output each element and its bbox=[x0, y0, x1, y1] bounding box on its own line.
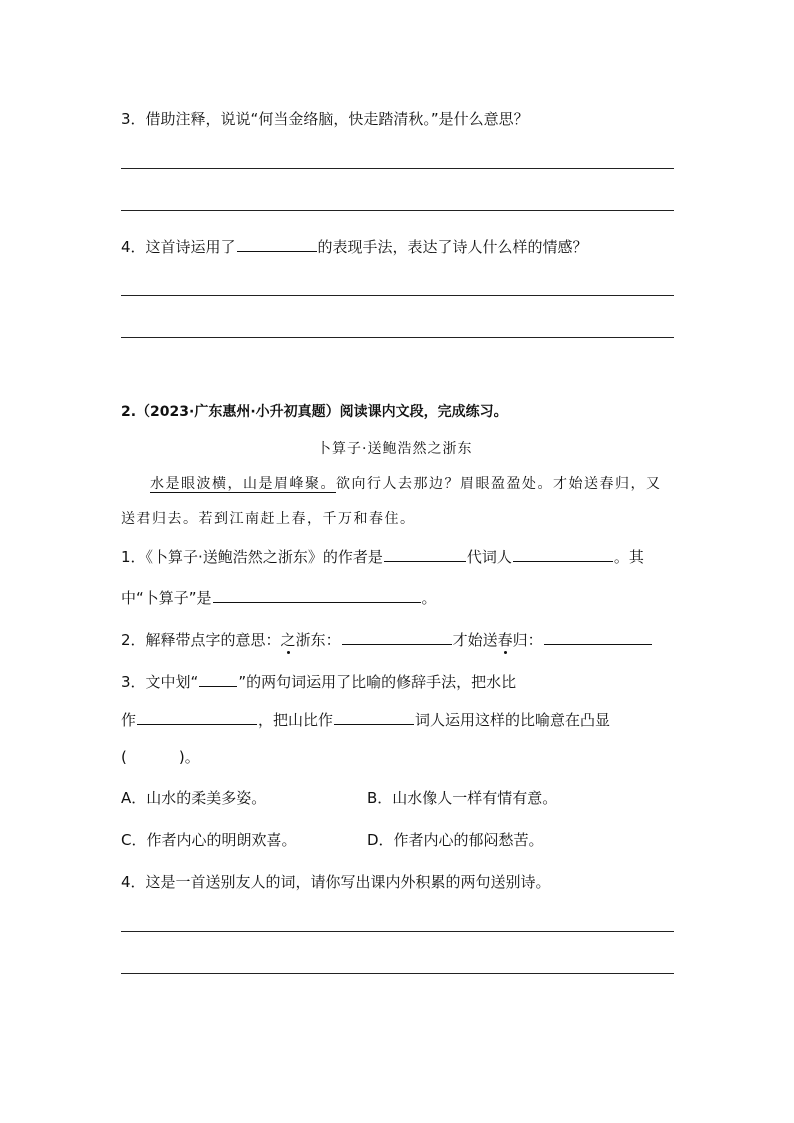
underlined-verse: 水是眼波横，山是眉峰聚。 bbox=[150, 476, 336, 492]
section-2-header: 2.（2023·广东惠州·小升初真题）阅读课内文段，完成练习。 bbox=[121, 404, 508, 420]
option-d[interactable]: D．作者内心的郁闷愁苦。 bbox=[367, 831, 544, 849]
fill-blank[interactable] bbox=[384, 545, 466, 562]
fill-blank[interactable] bbox=[137, 708, 257, 725]
question-3-prev bbox=[121, 108, 529, 129]
fill-blank[interactable] bbox=[213, 586, 421, 603]
fill-blank[interactable] bbox=[513, 545, 613, 562]
fill-blank[interactable] bbox=[342, 628, 452, 645]
question-2: 2．解释带点字的意思：之浙东： 才始送春归： bbox=[121, 628, 653, 650]
answer-line[interactable] bbox=[121, 168, 674, 169]
option-c[interactable]: C．作者内心的明朗欢喜。 bbox=[121, 831, 297, 849]
answer-line[interactable] bbox=[121, 337, 674, 338]
answer-line[interactable] bbox=[121, 210, 674, 211]
fill-blank[interactable] bbox=[237, 235, 317, 252]
answer-bracket[interactable]: ( )。 bbox=[121, 748, 200, 766]
poem-title: 卜算子·送鲍浩然之浙东 bbox=[317, 441, 473, 457]
question-3-prev-text: 3．借助注释，说说“何当金络脑，快走踏清秋。”是什么意思？ bbox=[121, 110, 529, 128]
fill-blank[interactable] bbox=[334, 708, 414, 725]
question-1-cont: 中“卜算子”是 。 bbox=[121, 586, 437, 608]
question-3-cont: 作 ，把山比作 词人运用这样的比喻意在凸显 bbox=[121, 708, 610, 730]
poem-line-1: 水是眼波横，山是眉峰聚。欲向行人去那边？眉眼盈盈处。才始送春归，又 bbox=[150, 476, 662, 492]
question-4-prev: 4．这首诗运用了 的表现手法，表达了诗人什么样的情感？ bbox=[121, 235, 588, 257]
question-1: 1．《卜算子·送鲍浩然之浙东》的作者是 代词人 。其 bbox=[121, 545, 644, 567]
dotted-char: 春 bbox=[497, 631, 513, 649]
fill-blank[interactable] bbox=[199, 670, 237, 687]
answer-line[interactable] bbox=[121, 295, 674, 296]
answer-line[interactable] bbox=[121, 973, 674, 974]
option-a[interactable]: A．山水的柔美多姿。 bbox=[121, 789, 267, 807]
fill-blank[interactable] bbox=[544, 628, 652, 645]
question-4: 4．这是一首送别友人的词，请你写出课内外积累的两句送别诗。 bbox=[121, 873, 551, 891]
answer-line[interactable] bbox=[121, 931, 674, 932]
option-b[interactable]: B．山水像人一样有情有意。 bbox=[367, 789, 558, 807]
dotted-char: 之 bbox=[280, 631, 296, 649]
question-3: 3．文中划“ ”的两句词运用了比喻的修辞手法，把水比 bbox=[121, 670, 516, 692]
poem-line-2: 送君归去。若到江南赶上春，千万和春住。 bbox=[121, 511, 416, 527]
